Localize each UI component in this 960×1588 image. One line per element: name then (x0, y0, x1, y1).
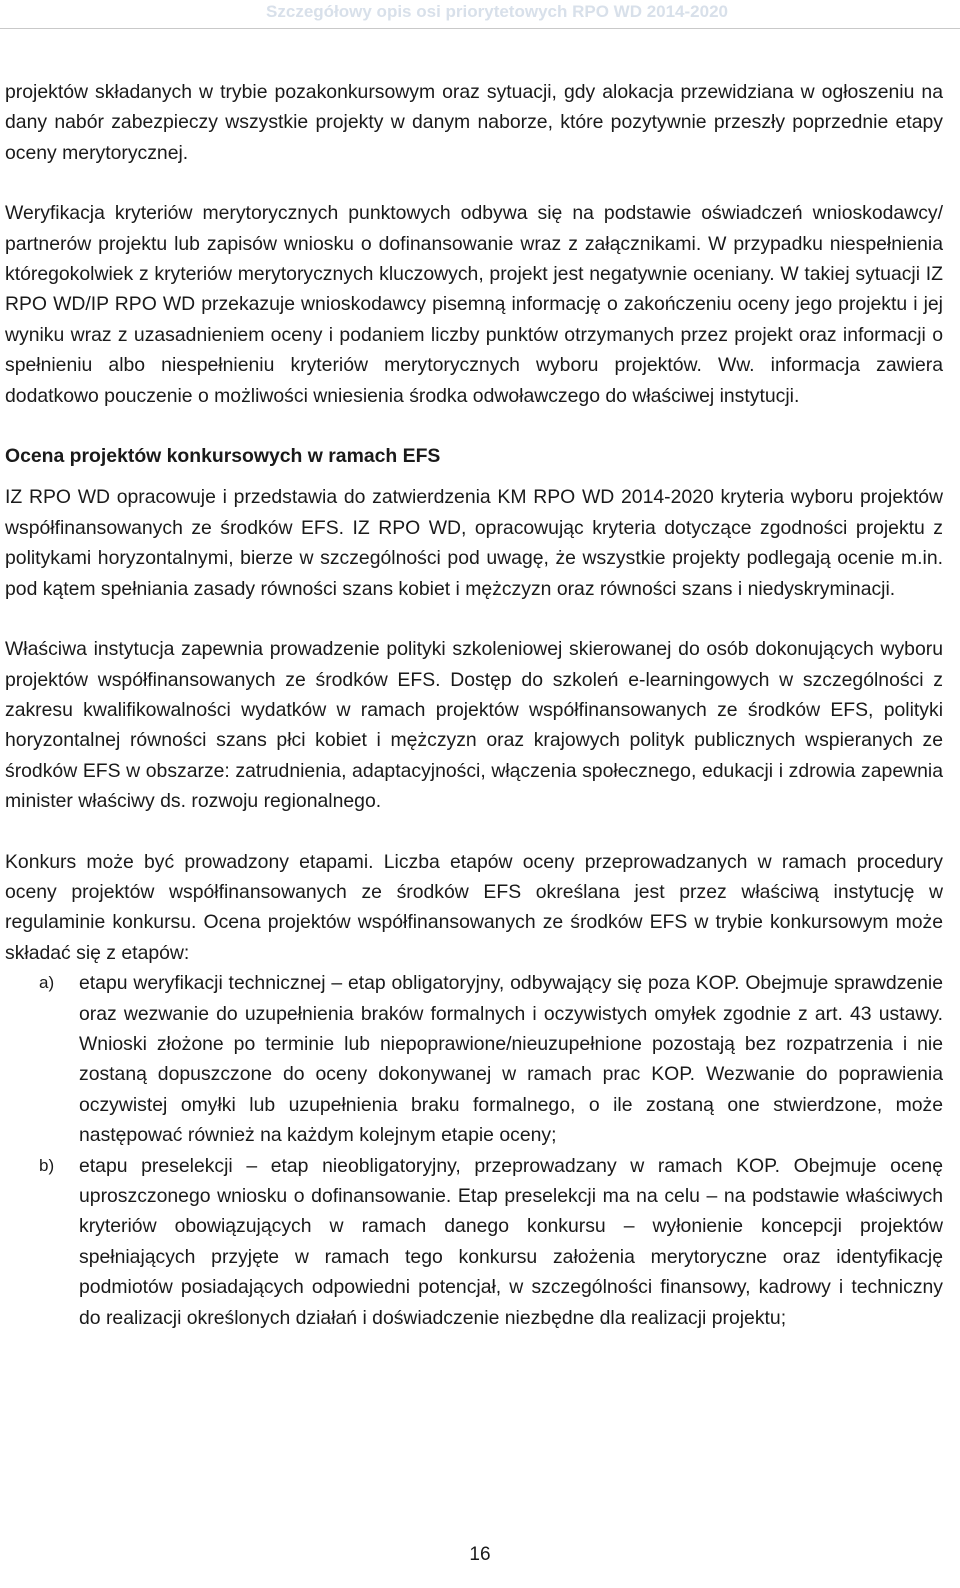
list-marker: a) (39, 973, 55, 993)
paragraph-3: IZ RPO WD opracowuje i przedstawia do zatwierdzenia KM RPO WD 2014-2020 kryteria wyboru projektów współfinansowanych ze środków EFS. IZ RPO WD, opracowując kryteria dotyczące zgodności projektu z politykami horyzontalnymi, bierze w szczególności pod uwagę, że wszystkie projekty podlegają ocenie m.in. pod kątem spełniania zasady równości szans kobiet i mężczyzn oraz równości szans i niedyskryminacji. (5, 486, 943, 600)
paragraph-5: Konkurs może być prowadzony etapami. Liczba etapów oceny przeprowadzanych w ramach procedury oceny projektów współfinansowanych ze środków EFS określana jest przez właściwą instytucję w regulaminie konkursu. Ocena projektów współfinansowanych ze środków EFS w trybie konkursowym może składać się z etapów: (5, 850, 943, 964)
list-marker: b) (39, 1155, 55, 1175)
list-item-text: etapu preselekcji – etap nieobligatoryjny, przeprowadzany w ramach KOP. Obejmuje ocenę uproszczonego wniosku o dofinansowanie. Etap preselekcji ma na celu – na podstawie właściwych kryteriów obowiązujących w ramach danego konkursu – wyłonienie koncepcji projektów spełniających przyjęte w ramach tego konkursu założenia merytoryczne oraz identyfikację podmiotów posiadających odpowiedni potencjał, w szczególności finansowy, kadrowy i techniczny do realizacji określonych działań i doświadczenie niezbędne dla realizacji projektu; (79, 1154, 943, 1329)
document-body (5, 77, 943, 1333)
list-item-text: etapu weryfikacji technicznej – etap obligatoryjny, odbywający się poza KOP. Obejmuje sprawdzenie oraz wezwanie do uzupełnienia braków formalnych i oczywistych omyłek zgodnie z art. 43 ustawy. Wnioski złożone po terminie lub niepoprawione/nieuzupełnione pozostają bez rozpatrzenia i nie zostaną dopuszczone do oceny dokonywanej w ramach prac KOP. Wezwanie do poprawienia oczywistej omyłki lub uzupełnienia braku formalnego, o ile zostaną one stwierdzone, może następować również na każdym kolejnym etapie oceny; (79, 972, 943, 1147)
page-header (0, 0, 960, 29)
stages-list (5, 968, 943, 1333)
header-title: Szczegółowy opis osi priorytetowych RPO WD 2014-2020 (266, 2, 728, 21)
page-number: 16 (469, 1544, 491, 1565)
paragraph-2: Weryfikacja kryteriów merytorycznych punktowych odbywa się na podstawie oświadczeń wnioskodawcy/ partnerów projektu lub zapisów wniosku o dofinansowanie wraz z załącznikami. W przypadku niespełnienia któregokolwiek z kryteriów merytorycznych kluczowych, projekt jest negatywnie oceniany. W takiej sytuacji IZ RPO WD/IP RPO WD przekazuje wnioskodawcy pisemną informację o zakończeniu oceny jego projektu i jej wyniku wraz z uzasadnieniem oceny i podaniem liczby punktów otrzymanych przez projekt oraz informacji o spełnieniu albo niespełnieniu kryteriów merytorycznych wyboru projektów. Ww. informacja zawiera dodatkowo pouczenie o możliwości wniesienia środka odwoławczego do właściwej instytucji. (5, 202, 943, 407)
section-heading: Ocena projektów konkursowych w ramach EFS (5, 445, 441, 468)
list-item (5, 1151, 943, 1333)
paragraph-4: Właściwa instytucja zapewnia prowadzenie polityki szkoleniowej skierowanej do osób dokonujących wyboru projektów współfinansowanych ze środków EFS. Dostęp do szkoleń e-learningowych w szczególności z zakresu kwalifikowalności wydatków w ramach projektów współfinansowanych ze środków EFS, polityki horyzontalnej równości szans płci kobiet i mężczyzn oraz krajowych polityk publicznych wspieranych ze środków EFS w obszarze: zatrudnienia, adaptacyjności, włączenia społecznego, edukacji i zdrowia zapewnia minister właściwy ds. rozwoju regionalnego. (5, 638, 943, 813)
paragraph-1: projektów składanych w trybie pozakonkursowym oraz sytuacji, gdy alokacja przewidziana w ogłoszeniu na dany nabór zabezpieczy wszystkie projekty w danym naborze, które pozytywnie przeszły poprzednie etapy oceny merytorycznej. (5, 81, 943, 164)
list-item (5, 968, 943, 1150)
